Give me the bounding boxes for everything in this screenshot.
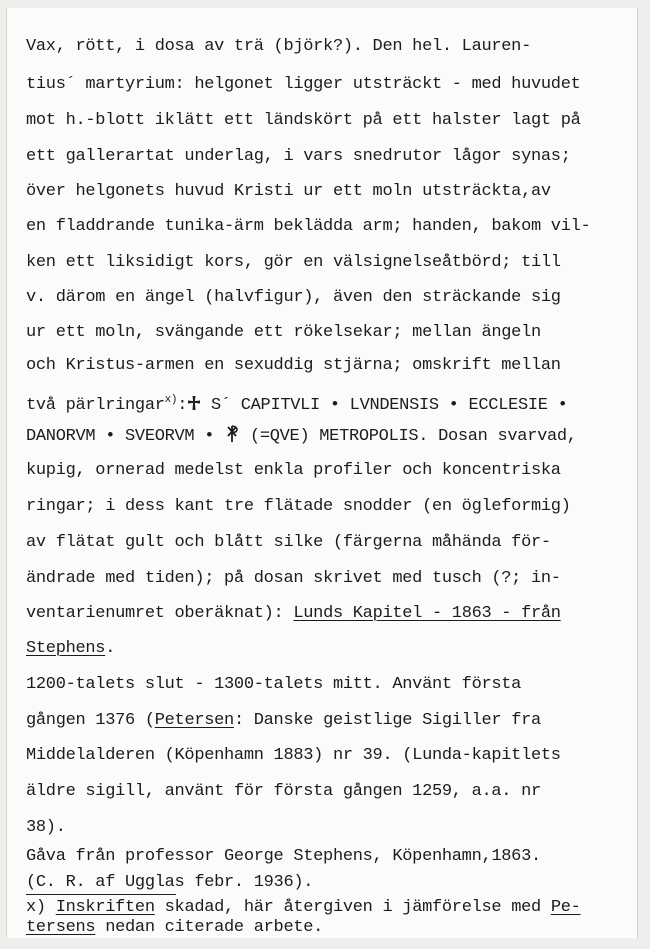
- inscription-text: S´ CAPITVLI • LVNDENSIS • ECCLESIE •: [201, 396, 568, 415]
- provenance-note: Lunds Kapitel - 1863 - från: [293, 604, 561, 623]
- first-use-rest: : Danske geistlige Sigiller fra: [233, 711, 541, 730]
- provenance-note: Stephens: [26, 639, 106, 658]
- first-use-line: [26, 711, 634, 731]
- footnote-divider: [26, 894, 176, 895]
- inscription-line-1: [26, 390, 634, 416]
- text-line: ken ett liksidigt kors, gör en välsignelseåtbörd; till: [26, 253, 561, 272]
- text-line: ur ett moln, svängande ett rökelsekar; mellan ängeln: [26, 323, 541, 342]
- gift-line: Gåva från professor George Stephens, Köpenhamn,1863.: [26, 847, 541, 866]
- text-line: kupig, ornerad medelst enkla profiler och koncentriska: [26, 461, 561, 480]
- text-line: och Kristus-armen en sexuddig stjärna; omskrift mellan: [26, 356, 561, 375]
- inscription-line-2: [26, 425, 634, 447]
- text-line: mot h.-blott iklätt ett ländskört på ett halster lagt på: [26, 111, 581, 130]
- text-line: Vax, rött, i dosa av trä (björk?). Den hel. Lauren-: [26, 37, 531, 56]
- footnote-line: [26, 898, 634, 918]
- text-line: en fladdrande tunika-ärm beklädda arm; handen, bakom vil-: [26, 217, 591, 236]
- footnote-author: tersens: [26, 918, 96, 937]
- text-line: över helgonets huvud Kristi ur ett moln utsträckta,av: [26, 182, 551, 201]
- text-line: av flätat gult och blått silke (färgerna måhända för-: [26, 533, 551, 552]
- inscription-prefix: två pärlringar: [26, 396, 165, 415]
- inventory-line: [26, 604, 634, 624]
- text-line: äldre sigill, använt för första gången 1259, a.a. nr: [26, 782, 541, 801]
- footnote-mark: x): [26, 898, 46, 917]
- inscription-text: (=QVE) METROPOLIS. Dosan svarvad,: [240, 427, 577, 446]
- footnote-mark: x): [164, 394, 178, 406]
- chi-rho-icon: [224, 425, 240, 443]
- text-line: ett gallerartat underlag, i vars snedrutor lågor synas;: [26, 147, 571, 166]
- dating-line: 1200-talets slut - 1300-talets mitt. Använt första: [26, 675, 522, 694]
- text-line: tius´ martyrium: helgonet ligger utsträckt - med huvudet: [26, 75, 581, 94]
- footnote-keyword: Inskriften: [55, 898, 155, 917]
- footnote-text: skadad, här återgiven i jämförelse med: [154, 898, 551, 917]
- text-line: Middelalderen (Köpenhamn 1883) nr 39. (Lunda-kapitlets: [26, 746, 561, 765]
- text-line: ringar; i dess kant tre flätade snodder (en ögleformig): [26, 497, 571, 516]
- footnote-text: nedan citerade arbete.: [95, 918, 324, 937]
- text-line: ändrade med tiden); på dosan skrivet med tusch (?; in-: [26, 569, 561, 588]
- inventory-prefix: ventarienumret oberäknat):: [26, 604, 294, 623]
- text-line: v. därom en ängel (halvfigur), även den sträckande sig: [26, 288, 561, 307]
- footnote-line-2: [26, 918, 634, 938]
- signature-line: (C. R. af Ugglas febr. 1936).: [26, 873, 314, 892]
- first-use-prefix: gången 1376 (: [26, 711, 155, 730]
- text-line: 38).: [26, 818, 66, 837]
- footnote-author: Pe-: [550, 898, 581, 917]
- inscription-colon: :: [177, 396, 188, 415]
- cross-pattee-icon: [187, 396, 201, 410]
- inscription-text: DANORVM • SVEORVM •: [26, 427, 225, 446]
- author-name: Petersen: [154, 711, 234, 730]
- provenance-end: .: [105, 639, 116, 658]
- provenance-line: [26, 639, 634, 659]
